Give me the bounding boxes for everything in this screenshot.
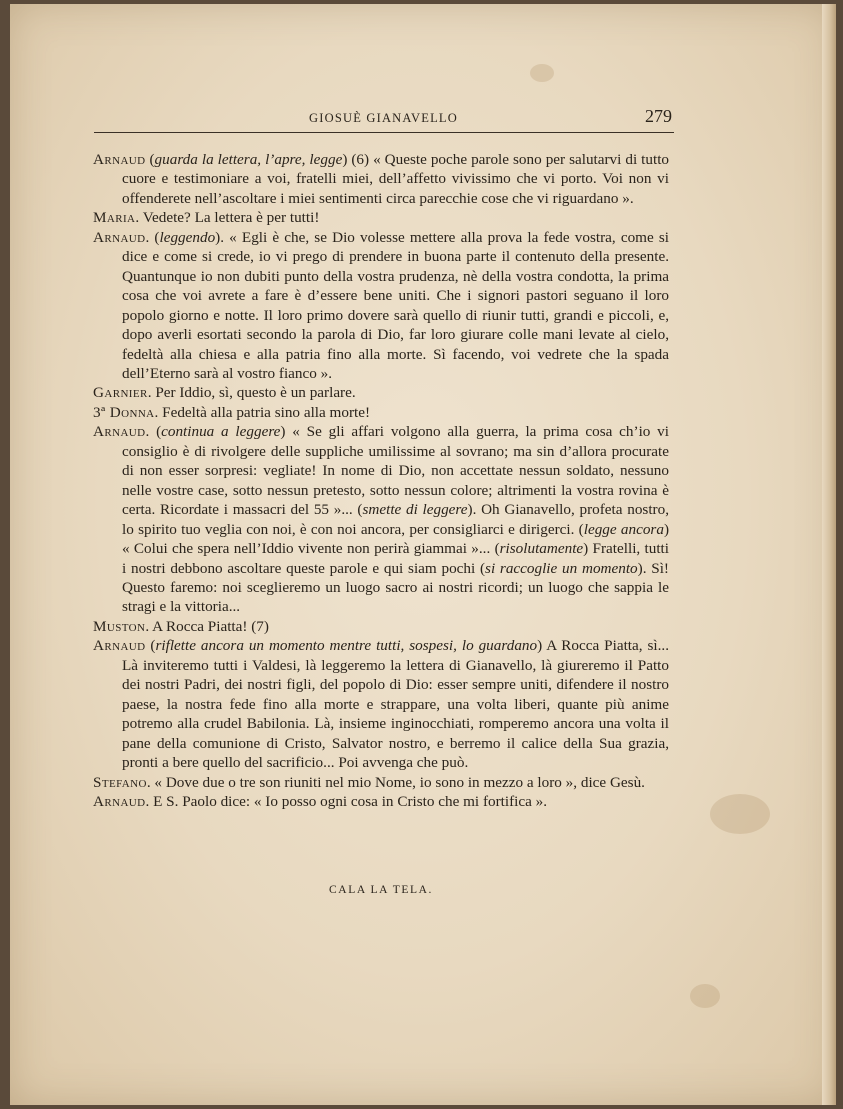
- speech-text: (: [145, 151, 155, 168]
- speech-7: [93, 617, 669, 636]
- stage-direction: leggendo: [159, 228, 216, 246]
- speech-8: [93, 636, 669, 772]
- speech-9: [93, 773, 669, 792]
- speech-text: . (: [145, 423, 162, 441]
- speech-text: . « Dove due o tre son riuniti nel mio Nome, io sono in mezzo a loro », dice Gesù.: [146, 773, 645, 791]
- foxing-stain: [710, 794, 770, 834]
- speech-text: ) Fratelli, tutti i nostri debbono ascoltare queste parole e qui siam pochi (: [122, 540, 670, 577]
- page-edge: [822, 4, 836, 1105]
- stage-direction: riflette ancora un momento mentre tutti, sospesi, lo guardano: [155, 637, 538, 655]
- speech-10: [93, 792, 669, 811]
- stage-direction: guarda la lettera, l’apre, legge: [154, 151, 343, 168]
- speech-3: [93, 228, 669, 384]
- speech-text: ) « Se gli affari volgono alla guerra, la prima cosa ch’io vi consiglio è di rivolgere delle suppliche umilissime al sovrano; ma sin d’allora procurate di non esser sorpresi: vegliate! In nome di Dio, non accettate nessun soldato, nessuno nelle vostre case, sotto nessun pretesto, sotto nessun colore; altrimenti la vostra rovina è certa. Ricordate i massacri del 55 »... (: [122, 423, 669, 519]
- speech-text: ). Sì! Questo faremo: noi sceglieremo un luogo sacro ai nostri ricordi; un luogo che sappia le stragi e la vittoria...: [122, 559, 669, 616]
- stage-direction: continua a leggere: [161, 423, 281, 441]
- foxing-stain: [530, 64, 554, 82]
- speech-4: [93, 383, 669, 402]
- speaker-name: 3ª Donna: [93, 403, 155, 421]
- speech-text: . Per Iddio, sì, questo è un parlare.: [147, 384, 356, 402]
- speech-6: [93, 422, 669, 617]
- play-text: [93, 150, 669, 811]
- speech-text: . A Rocca Piatta! (7): [145, 617, 269, 635]
- speech-text: ). Oh Gianavello, profeta nostro, lo spirito tuo veglia con noi, è con noi ancora, per consigliarci e dirigerci. (: [122, 501, 669, 538]
- speech-text: . Vedete? La lettera è per tutti!: [135, 209, 320, 227]
- stage-direction-curtain: CALA LA TELA.: [329, 884, 433, 896]
- page-number: 279: [645, 106, 672, 126]
- speech-text: (: [145, 637, 156, 655]
- speech-text: . (: [145, 228, 160, 246]
- speaker-name: Garnier: [93, 384, 148, 402]
- speaker-name: Muston: [93, 617, 146, 635]
- running-header: [94, 108, 674, 134]
- stage-direction: si raccoglie un momento: [485, 559, 638, 577]
- speech-2: [93, 208, 669, 227]
- speech-5: [93, 403, 669, 422]
- speaker-name: Arnaud: [93, 228, 146, 246]
- speech-text: ) A Rocca Piatta, sì... Là inviteremo tutti i Valdesi, là leggeremo la lettera di Gianavello, là giureremo il Patto dei nostri Padri, dei nostri figli, del popolo di Dio: esser sempre uniti, difendere il nostro paese, la nostra fede fino alla morte e strappare, una volta liberi, quante più anime potremo alla crudel Babilonia. Là, insieme inginocchiati, romperemo ancora una volta il pane della comunione di Cristo, Salvator nostro, e berremo il calice della Sua grazia, pronti a bere quello del sacrificio... Poi avvenga che può.: [122, 637, 669, 772]
- stage-direction: risolutamente: [499, 540, 584, 558]
- running-title: GIOSUÈ GIANAVELLO: [309, 111, 458, 125]
- speaker-name: Arnaud: [93, 792, 146, 810]
- speaker-name: Maria: [93, 209, 136, 227]
- speech-text: . Fedeltà alla patria sino alla morte!: [154, 403, 371, 421]
- speaker-name: Arnaud: [93, 423, 146, 441]
- speech-text: ) « Colui che spera nell’Iddio vivente non perirà giammai »... (: [122, 520, 669, 558]
- header-rule: [94, 132, 674, 133]
- speaker-name: Stefano: [93, 773, 147, 791]
- speech-text: ) (6) « Queste poche parole sono per salutarvi di tutto cuore e testimoniare a voi, fratelli miei, dell’affetto vivissimo che vi porto. Voi non vi offenderete nell’ascoltare i miei sentimenti circa parecchie cose che vi riguardano ».: [122, 151, 670, 207]
- stage-direction: legge ancora: [583, 520, 664, 538]
- stage-direction: smette di leggere: [362, 501, 468, 519]
- speech-text: ). « Egli è che, se Dio volesse mettere alla prova la fede vostra, come si dice e come si crede, io vi prego di prendere in buona parte il contenuto della presente. Quantunque io non dubiti punto della vostra prudenza, nè della vostra condotta, la prima cosa che voi avrete a fare è d’essere bene uniti. Che i signori pastori seguano il loro popolo giorno e notte. Il loro primo dovere sarà quello di riunir tutti, grandi e piccoli, e, dopo averli esortati secondo la parola di Dio, far loro giurare colle mani levate al cielo, fedeltà alla chiesa e alla patria fino alla morte. Sì facendo, voi vedrete che la spada dell’Eterno sarà al vostro fianco ».: [122, 228, 670, 382]
- speaker-name: Arnaud: [93, 151, 146, 168]
- speech-1: [93, 150, 669, 208]
- speaker-name: Arnaud: [93, 637, 146, 655]
- foxing-stain: [690, 984, 720, 1008]
- speech-text: . E S. Paolo dice: « Io posso ogni cosa in Cristo che mi fortifica ».: [145, 792, 548, 810]
